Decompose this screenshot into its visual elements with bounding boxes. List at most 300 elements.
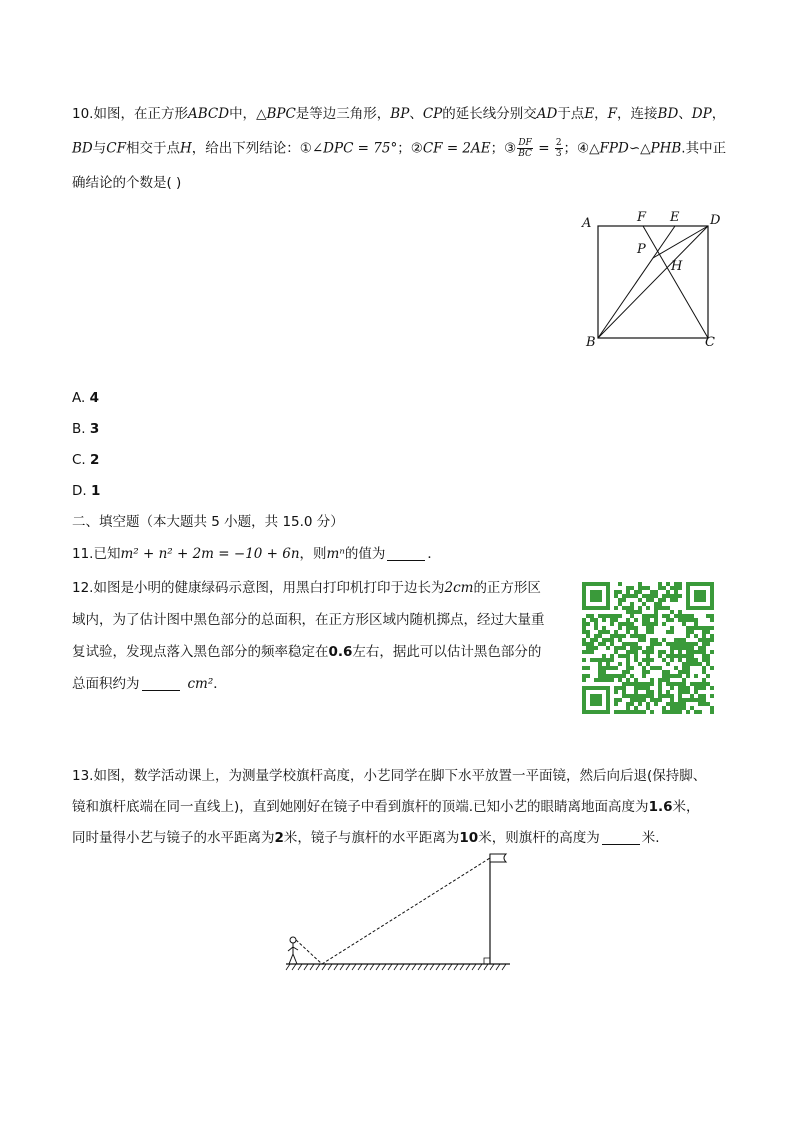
qr-module: [694, 674, 698, 678]
qr-module: [646, 690, 650, 694]
qr-module: [658, 654, 662, 658]
qr-module: [678, 642, 682, 646]
qr-module: [690, 582, 694, 586]
qr-module: [606, 674, 610, 678]
qr-module: [702, 642, 706, 646]
qr-module: [662, 650, 666, 654]
qr-module: [594, 658, 598, 662]
qr-module: [606, 598, 610, 602]
qr-module: [598, 590, 602, 594]
qr-module: [602, 654, 606, 658]
qr-module: [706, 658, 710, 662]
qr-module: [686, 582, 690, 586]
qr-module: [590, 694, 594, 698]
qr-module: [654, 594, 658, 598]
qr-module: [686, 650, 690, 654]
qr-module: [646, 606, 650, 610]
qr-module: [674, 706, 678, 710]
qr-module: [638, 686, 642, 690]
qr-module: [690, 646, 694, 650]
qr-module: [626, 586, 630, 590]
qr-module: [646, 594, 650, 598]
qr-module: [702, 654, 706, 658]
qr-module: [710, 618, 714, 622]
qr-module: [626, 642, 630, 646]
qr-module: [622, 674, 626, 678]
qr-module: [634, 686, 638, 690]
square-diagram: [570, 205, 730, 355]
qr-module: [598, 666, 602, 670]
qr-module: [678, 594, 682, 598]
qr-module: [698, 650, 702, 654]
qr-module: [710, 590, 714, 594]
qr-module: [634, 630, 638, 634]
qr-module: [626, 706, 630, 710]
qr-module: [650, 626, 654, 630]
qr-module: [666, 690, 670, 694]
qr-module: [642, 594, 646, 598]
qr-module: [622, 646, 626, 650]
qr-module: [614, 666, 618, 670]
qr-module: [702, 646, 706, 650]
qr-module: [602, 686, 606, 690]
qr-module: [710, 614, 714, 618]
qr-module: [586, 686, 590, 690]
qr-module: [654, 698, 658, 702]
qr-module: [698, 694, 702, 698]
qr-module: [698, 590, 702, 594]
q10-number: 10.: [72, 106, 94, 122]
qr-module: [658, 586, 662, 590]
qr-module: [646, 618, 650, 622]
qr-module: [594, 710, 598, 714]
qr-module: [646, 694, 650, 698]
qr-module: [582, 606, 586, 610]
qr-module: [618, 654, 622, 658]
qr-module: [634, 642, 638, 646]
qr-module: [686, 690, 690, 694]
qr-module: [610, 654, 614, 658]
qr-module: [666, 582, 670, 586]
qr-module: [614, 710, 618, 714]
qr-module: [686, 598, 690, 602]
q12-line4: 总面积约为 cm²．: [72, 676, 227, 692]
qr-module: [582, 674, 586, 678]
qr-module: [710, 582, 714, 586]
qr-module: [638, 702, 642, 706]
qr-module: [682, 618, 686, 622]
qr-module: [654, 590, 658, 594]
qr-module: [678, 586, 682, 590]
qr-module: [638, 590, 642, 594]
qr-module: [626, 590, 630, 594]
qr-module: [614, 702, 618, 706]
qr-module: [642, 602, 646, 606]
qr-module: [618, 634, 622, 638]
qr-module: [594, 618, 598, 622]
qr-module: [702, 630, 706, 634]
qr-module: [690, 682, 694, 686]
qr-module: [618, 662, 622, 666]
qr-module: [666, 694, 670, 698]
qr-module: [710, 694, 714, 698]
qr-module: [598, 598, 602, 602]
qr-module: [614, 614, 618, 618]
qr-module: [674, 646, 678, 650]
qr-module: [702, 686, 706, 690]
qr-module: [674, 582, 678, 586]
qr-module: [606, 694, 610, 698]
qr-module: [606, 702, 610, 706]
qr-module: [586, 674, 590, 678]
qr-module: [606, 690, 610, 694]
label-f: F: [637, 210, 647, 225]
qr-module: [586, 710, 590, 714]
qr-module: [682, 614, 686, 618]
q12-answer-blank[interactable]: [142, 676, 180, 691]
qr-module: [662, 694, 666, 698]
qr-module: [666, 630, 670, 634]
qr-module: [682, 706, 686, 710]
qr-module: [610, 678, 614, 682]
qr-module: [646, 662, 650, 666]
qr-module: [662, 598, 666, 602]
qr-module: [618, 678, 622, 682]
q11-answer-blank[interactable]: [387, 546, 425, 561]
qr-module: [642, 666, 646, 670]
qr-module: [618, 598, 622, 602]
qr-module: [674, 702, 678, 706]
qr-module: [670, 650, 674, 654]
q10-option-a[interactable]: A. 4: [72, 390, 99, 406]
qr-module: [650, 710, 654, 714]
qr-module: [606, 662, 610, 666]
qr-module: [698, 598, 702, 602]
qr-module: [694, 650, 698, 654]
qr-module: [626, 702, 630, 706]
qr-module: [690, 658, 694, 662]
qr-module: [618, 614, 622, 618]
qr-module: [710, 586, 714, 590]
qr-module: [606, 638, 610, 642]
qr-module: [614, 630, 618, 634]
qr-module: [678, 658, 682, 662]
qr-module: [694, 634, 698, 638]
qr-module: [622, 670, 626, 674]
qr-module: [642, 658, 646, 662]
qr-module: [618, 710, 622, 714]
qr-module: [622, 634, 626, 638]
qr-module: [670, 710, 674, 714]
qr-module: [614, 594, 618, 598]
qr-module: [662, 658, 666, 662]
qr-module: [586, 606, 590, 610]
qr-module: [710, 686, 714, 690]
qr-module: [666, 670, 670, 674]
qr-module: [690, 654, 694, 658]
qr-module: [618, 590, 622, 594]
qr-module: [638, 694, 642, 698]
qr-module: [642, 670, 646, 674]
qr-module: [646, 654, 650, 658]
qr-module: [686, 686, 690, 690]
qr-module: [606, 666, 610, 670]
qr-module: [686, 698, 690, 702]
qr-module: [670, 682, 674, 686]
qr-module: [622, 642, 626, 646]
qr-module: [670, 654, 674, 658]
qr-module: [614, 590, 618, 594]
qr-module: [642, 710, 646, 714]
qr-module: [614, 618, 618, 622]
qr-module: [606, 602, 610, 606]
qr-module: [602, 710, 606, 714]
qr-module: [698, 626, 702, 630]
qr-module: [666, 710, 670, 714]
qr-module: [690, 698, 694, 702]
qr-module: [658, 686, 662, 690]
qr-module: [598, 674, 602, 678]
qr-module: [658, 602, 662, 606]
qr-module: [662, 710, 666, 714]
qr-module: [650, 698, 654, 702]
qr-module: [626, 610, 630, 614]
qr-module: [590, 614, 594, 618]
qr-module: [702, 582, 706, 586]
qr-module: [702, 666, 706, 670]
qr-module: [694, 698, 698, 702]
qr-module: [598, 686, 602, 690]
qr-module: [598, 658, 602, 662]
qr-module: [670, 658, 674, 662]
qr-module: [650, 690, 654, 694]
qr-module: [654, 602, 658, 606]
qr-module: [602, 638, 606, 642]
qr-module: [582, 638, 586, 642]
qr-module: [606, 710, 610, 714]
qr-module: [586, 634, 590, 638]
qr-module: [682, 622, 686, 626]
qr-module: [694, 590, 698, 594]
qr-module: [590, 702, 594, 706]
qr-module: [678, 698, 682, 702]
qr-module: [690, 606, 694, 610]
qr-module: [666, 662, 670, 666]
qr-module: [710, 634, 714, 638]
qr-module: [626, 710, 630, 714]
qr-module: [666, 606, 670, 610]
qr-module: [646, 586, 650, 590]
q13-answer-blank[interactable]: [602, 830, 640, 845]
qr-module: [670, 630, 674, 634]
qr-module: [590, 618, 594, 622]
qr-module: [694, 710, 698, 714]
qr-module: [646, 614, 650, 618]
qr-module: [686, 630, 690, 634]
qr-module: [630, 710, 634, 714]
qr-module: [678, 614, 682, 618]
qr-module: [582, 630, 586, 634]
right-angle-mark: [484, 958, 490, 964]
qr-module: [582, 666, 586, 670]
q10-line2: BD与CF相交于点H，给出下列结论：①∠DPC = 75°；②CF = 2AE；③ $\frac{DF}{BC}$ = $\frac{2}{3}$ ；④△FPD∽△PHB.其中正: [72, 138, 727, 159]
qr-module: [678, 694, 682, 698]
qr-module: [710, 626, 714, 630]
qr-module: [630, 642, 634, 646]
qr-module: [706, 606, 710, 610]
qr-module: [618, 626, 622, 630]
qr-module: [658, 650, 662, 654]
qr-module: [622, 598, 626, 602]
qr-module: [618, 686, 622, 690]
qr-module: [698, 702, 702, 706]
qr-module: [646, 598, 650, 602]
qr-module: [686, 602, 690, 606]
qr-module: [594, 638, 598, 642]
qr-module: [702, 606, 706, 610]
qr-module: [654, 702, 658, 706]
q11-line: 11.已知m² + n² + 2m = −10 + 6n，则mⁿ的值为 ．: [72, 546, 441, 562]
qr-module: [634, 678, 638, 682]
qr-module: [610, 666, 614, 670]
qr-module: [622, 694, 626, 698]
qr-module: [694, 598, 698, 602]
qr-module: [602, 582, 606, 586]
qr-module: [622, 606, 626, 610]
qr-module: [698, 646, 702, 650]
qr-module: [622, 686, 626, 690]
qr-module: [710, 706, 714, 710]
q10-option-b[interactable]: B. 3: [72, 421, 100, 437]
qr-module: [694, 682, 698, 686]
qr-module: [666, 674, 670, 678]
qr-module: [702, 698, 706, 702]
qr-module: [702, 626, 706, 630]
qr-module: [610, 622, 614, 626]
qr-module: [650, 614, 654, 618]
qr-module: [630, 594, 634, 598]
qr-module: [614, 686, 618, 690]
qr-module: [614, 690, 618, 694]
qr-module: [586, 582, 590, 586]
qr-module: [690, 706, 694, 710]
qr-module: [602, 606, 606, 610]
qr-module: [630, 606, 634, 610]
qr-module: [706, 582, 710, 586]
qr-module: [678, 654, 682, 658]
qr-module: [634, 698, 638, 702]
qr-module: [694, 582, 698, 586]
qr-module: [638, 682, 642, 686]
qr-module: [642, 650, 646, 654]
qr-module: [650, 682, 654, 686]
qr-module: [686, 614, 690, 618]
qr-module: [610, 642, 614, 646]
qr-module: [690, 618, 694, 622]
qr-module: [634, 626, 638, 630]
qr-module: [686, 670, 690, 674]
qr-module: [626, 630, 630, 634]
qr-module: [678, 582, 682, 586]
qr-module: [702, 694, 706, 698]
q10-figure: [570, 205, 730, 355]
qr-module: [586, 614, 590, 618]
qr-module: [662, 606, 666, 610]
qr-module: [630, 610, 634, 614]
segment-dp: [653, 226, 708, 258]
qr-module: [694, 686, 698, 690]
qr-module: [698, 582, 702, 586]
qr-module: [582, 598, 586, 602]
qr-module: [674, 682, 678, 686]
qr-module: [594, 606, 598, 610]
qr-module: [610, 634, 614, 638]
qr-module: [698, 638, 702, 642]
qr-module: [606, 590, 610, 594]
qr-module: [710, 598, 714, 602]
qr-module: [710, 666, 714, 670]
qr-module: [626, 594, 630, 598]
qr-module: [590, 606, 594, 610]
qr-module: [638, 582, 642, 586]
qr-module: [666, 642, 670, 646]
qr-module: [662, 678, 666, 682]
qr-module: [606, 686, 610, 690]
qr-module: [662, 638, 666, 642]
qr-module: [710, 710, 714, 714]
flagpole-diagram: [282, 848, 522, 978]
qr-module: [694, 594, 698, 598]
qr-module: [702, 702, 706, 706]
qr-module: [630, 614, 634, 618]
qr-module: [582, 622, 586, 626]
qr-module: [634, 682, 638, 686]
qr-module: [710, 638, 714, 642]
qr-module: [646, 686, 650, 690]
qr-module: [706, 654, 710, 658]
qr-module: [598, 678, 602, 682]
qr-module: [686, 626, 690, 630]
q10-option-c[interactable]: C. 2: [72, 452, 100, 468]
qr-module: [682, 666, 686, 670]
qr-module: [650, 622, 654, 626]
qr-module: [638, 710, 642, 714]
qr-module: [682, 642, 686, 646]
qr-module: [626, 682, 630, 686]
qr-module: [590, 590, 594, 594]
qr-module: [670, 618, 674, 622]
qr-module: [686, 710, 690, 714]
qr-module: [690, 630, 694, 634]
qr-module: [606, 614, 610, 618]
q10-option-d[interactable]: D. 1: [72, 483, 101, 499]
qr-module: [642, 634, 646, 638]
qr-module: [602, 658, 606, 662]
q13-line3: 同时量得小艺与镜子的水平距离为2米，镜子与旗杆的水平距离为10米，则旗杆的高度为 米.: [72, 830, 660, 846]
qr-module: [650, 598, 654, 602]
qr-module: [590, 710, 594, 714]
qr-module: [658, 642, 662, 646]
qr-module: [686, 606, 690, 610]
qr-module: [630, 602, 634, 606]
qr-module: [702, 658, 706, 662]
qr-module: [662, 594, 666, 598]
qr-module: [666, 614, 670, 618]
qr-module: [590, 642, 594, 646]
qr-module: [698, 710, 702, 714]
label-d: D: [710, 213, 721, 228]
qr-module: [682, 690, 686, 694]
